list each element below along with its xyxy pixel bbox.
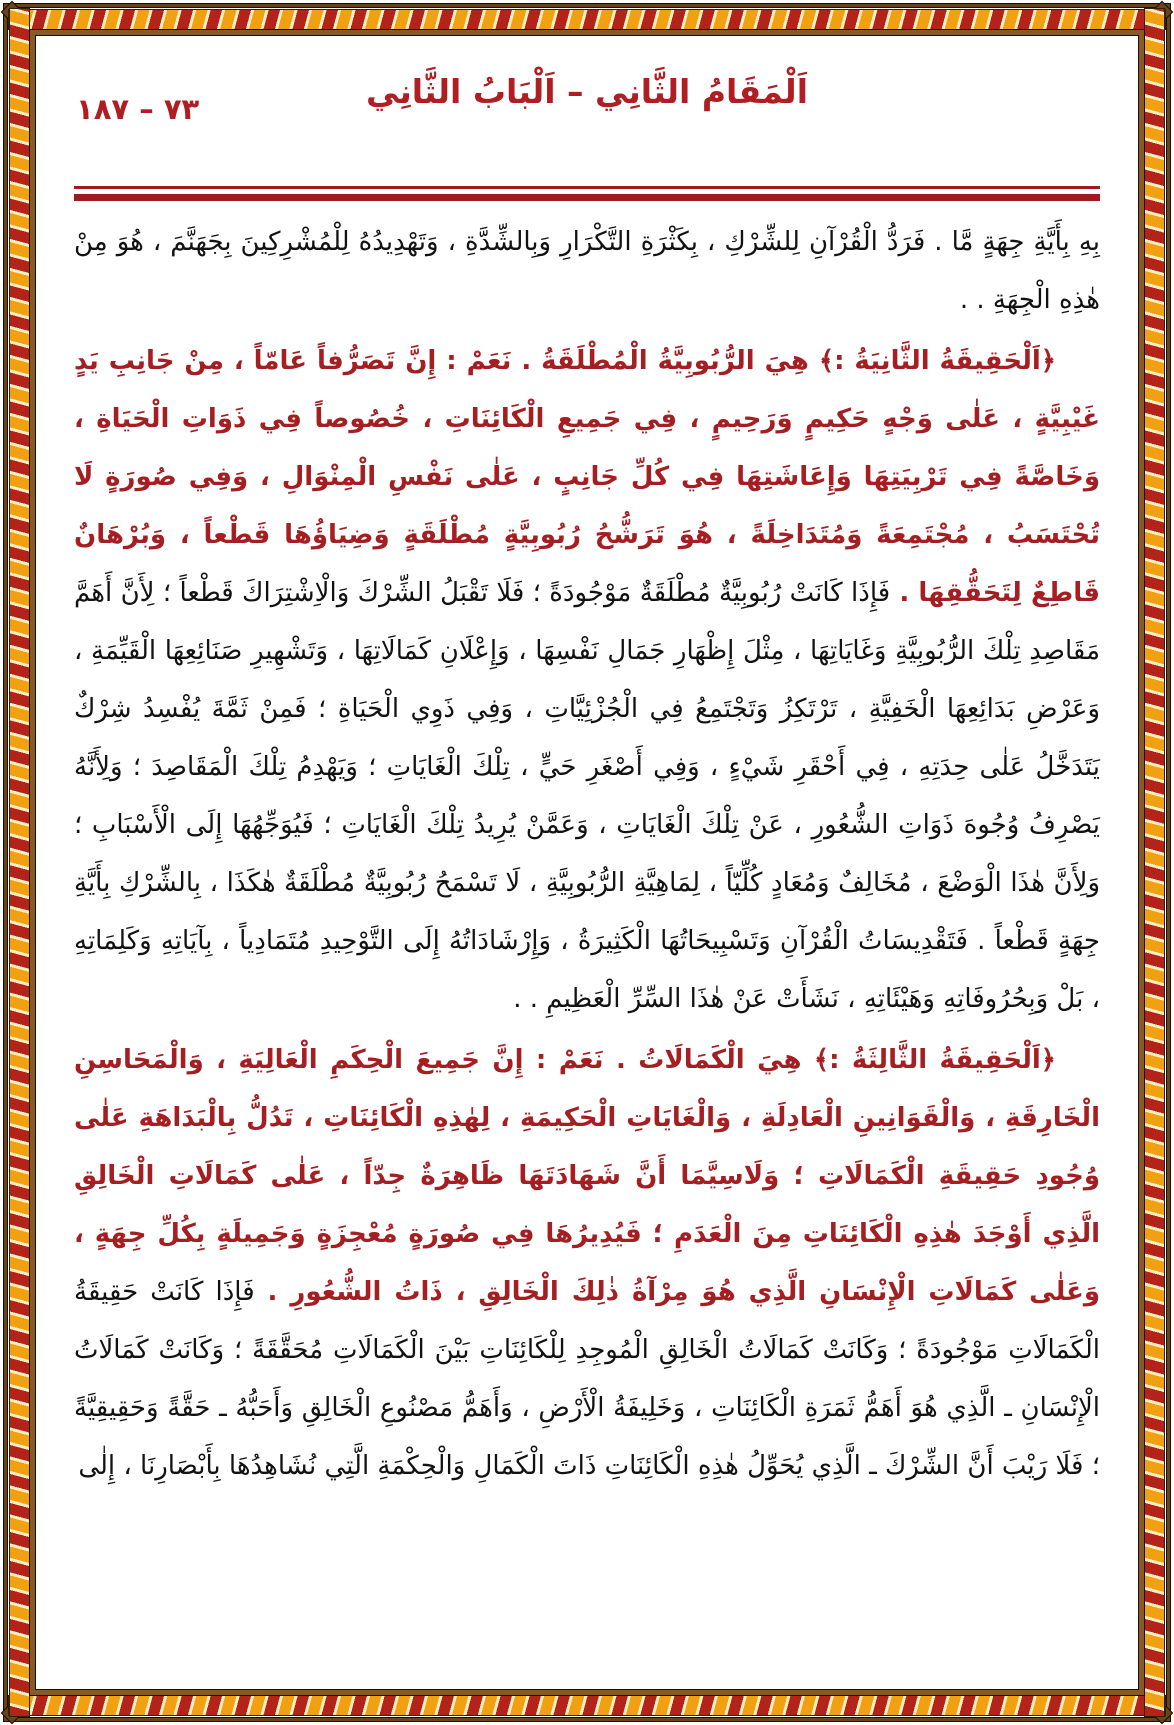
chain-border-bottom	[8, 1695, 1166, 1716]
page-title: اَلْمَقَامُ الثَّانِي – اَلْبَابُ الثَّانِي	[365, 72, 809, 111]
page-content	[36, 36, 1138, 1689]
paragraph	[74, 213, 1100, 329]
highlighted-red-text: ﴿اَلْحَقِيقَةُ الثَّالِثَةُ :﴾ هِيَ الْكَمَالَاتُ . نَعَمْ : إِنَّ جَمِيعَ الْحِكَمِ الْعَالِيَةِ ، وَالْمَحَاسِنِ الْخَارِقَةِ ، وَالْقَوَانِينِ الْعَادِلَةِ ، وَالْغَايَاتِ الْحَكِيمَةِ ، لِهٰذِهِ الْكَائِنَاتِ ، تَدُلُّ بِالْبَدَاهَةِ عَلٰى وُجُودِ حَقِيقَةِ الْكَمَالَاتِ ؛ وَلَاسِيَّمَا أَنَّ شَهَادَتَهَا ظَاهِرَةٌ جِدّاً ، عَلٰى كَمَالَاتِ الْخَالِقِ الَّذِي أَوْجَدَ هٰذِهِ الْكَائِنَاتِ مِنَ الْعَدَمِ ؛ فَيُدِيرُهَا فِي صُورَةٍ مُعْجِزَةٍ وَجَمِيلَةٍ بِكُلِّ جِهَةٍ ، وَعَلٰى كَمَالَاتِ الْإِنْسَانِ الَّذِي هُوَ مِرْآةُ ذٰلِكَ الْخَالِقِ ، ذَاتُ الشُّعُورِ .	[74, 1045, 1100, 1307]
body-text	[74, 213, 1100, 1495]
body-text-segment: فَإِذَا كَانَتْ حَقِيقَةُ الْكَمَالَاتِ مَوْجُودَةً ؛ وَكَانَتْ كَمَالَاتُ الْخَالِقِ الْمُوجِدِ لِلْكَائِنَاتِ بَيْنَ الْكَمَالَاتِ مُحَقَّقَةً ؛ وَكَانَتْ كَمَالَاتُ الْإِنْسَانِ ـ الَّذِي هُوَ أَهَمُّ ثَمَرَةِ الْكَائِنَاتِ ، وَخَلِيفَةُ الْأَرْضِ ، وَأَهَمُّ مَصْنُوعِ الْخَالِقِ وَأَحَبُّهُ ـ حَقَّةً وَحَقِيقِيَّةً ؛ فَلَا رَيْبَ أَنَّ الشِّرْكَ ـ الَّذِي يُحَوِّلُ هٰذِهِ الْكَائِنَاتِ ذَاتَ الْكَمَالِ وَالْحِكْمَةِ الَّتِي نُشَاهِدُهَا بِأَبْصَارِنَا ، إِلٰى	[74, 1277, 1100, 1481]
paragraph	[74, 1031, 1100, 1495]
highlighted-red-text: ﴿اَلْحَقِيقَةُ الثَّانِيَةُ :﴾ هِيَ الرُّبُوبِيَّةُ الْمُطْلَقَةُ . نَعَمْ : إِنَّ تَصَرُّفاً عَامّاً ، مِنْ جَانِبِ يَدٍ غَيْبِيَّةٍ ، عَلٰى وَجْهٍ حَكِيمٍ وَرَحِيمٍ ، فِي جَمِيعِ الْكَائِنَاتِ ، خُصُوصاً فِي ذَوَاتِ الْحَيَاةِ ، وَخَاصَّةً فِي تَرْبِيَتِهَا وَإِعَاشَتِهَا فِي كُلِّ جَانِبٍ ، عَلٰى نَفْسِ الْمِنْوَالِ ، وَفِي صُورَةٍ لَا تُحْتَسَبُ ، مُجْتَمِعَةً وَمُتَدَاخِلَةً ، هُوَ تَرَشُّحُ رُبُوبِيَّةٍ مُطْلَقَةٍ وَضِيَاؤُهَا قَطْعاً ، وَبُرْهَانٌ قَاطِعٌ لِتَحَقُّقِهَا .	[74, 346, 1100, 608]
chain-border-left	[9, 8, 30, 1717]
paragraph	[74, 332, 1100, 1028]
body-text-segment: بِهِ بِأَيَّةِ جِهَةٍ مَّا . فَرَدُّ الْقُرْآنِ لِلشِّرْكِ ، بِكَثْرَةِ التَّكْرَارِ وَبِالشِّدَّةِ ، وَتَهْدِيدُهُ لِلْمُشْرِكِينَ بِجَهَنَّمَ ، هُوَ مِنْ هٰذِهِ الْجِهَةِ . .	[74, 227, 1100, 315]
body-text-segment: فَإِذَا كَانَتْ رُبُوبِيَّةٌ مُطْلَقَةٌ مَوْجُودَةً ؛ فَلَا تَقْبَلُ الشِّرْكَ وَالْاِشْتِرَاكَ قَطْعاً ؛ لِأَنَّ أَهَمَّ مَقَاصِدِ تِلْكَ الرُّبُوبِيَّةِ وَغَايَاتِهَا ، مِثْلَ إِظْهَارِ جَمَالِ نَفْسِهَا ، وَإِعْلَانِ كَمَالَاتِهَا ، وَتَشْهِيرِ صَنَائِعِهَا الْقَيِّمَةِ ، وَعَرْضِ بَدَائِعِهَا الْخَفِيَّةِ ، تَرْتَكِزُ وَتَجْتَمِعُ فِي الْجُزْئِيَّاتِ ، وَفِي ذَوِي الْحَيَاةِ ؛ فَمِنْ ثَمَّةَ يُفْسِدُ شِرْكٌ يَتَدَخَّلُ عَلٰى حِدَتِهِ ، فِي أَحْقَرِ شَيْءٍ ، وَفِي أَصْغَرِ حَيٍّ ، تِلْكَ الْغَايَاتِ ؛ وَيَهْدِمُ تِلْكَ الْمَقَاصِدَ ؛ وَلِأَنَّهُ يَصْرِفُ وُجُوهَ ذَوَاتِ الشُّعُورِ ، عَنْ تِلْكَ الْغَايَاتِ ، وَعَمَّنْ يُرِيدُ تِلْكَ الْغَايَاتِ ؛ فَيُوَجِّهُهَا إِلَى الْأَسْبَابِ ؛ وَلِأَنَّ هٰذَا الْوَضْعَ ، مُخَالِفٌ وَمُعَادٍ كُلِّيّاً ، لِمَاهِيَّةِ الرُّبُوبِيَّةِ ، لَا تَسْمَحُ رُبُوبِيَّةٌ مُطْلَقَةٌ هٰكَذَا ، بِالشِّرْكِ بِأَيَّةِ جِهَةٍ قَطْعاً . فَتَقْدِيسَاتُ الْقُرْآنِ وَتَسْبِيحَاتُهَا الْكَثِيرَةُ ، وَإِرْشَادَاتُهُ إِلَى التَّوْحِيدِ مُتَمَادِياً ، بِآيَاتِهِ وَكَلِمَاتِهِ ، بَلْ وَبِحُرُوفَاتِهِ وَهَيْئَاتِهِ ، نَشَأَتْ عَنْ هٰذَا السِّرِّ الْعَظِيمِ . .	[74, 578, 1100, 1014]
page-header	[36, 36, 1138, 176]
chain-border-top	[8, 9, 1166, 30]
chain-border-right	[1144, 8, 1165, 1717]
header-divider	[74, 186, 1100, 201]
page-number: ٧٣ – ١٨٧	[76, 92, 200, 126]
